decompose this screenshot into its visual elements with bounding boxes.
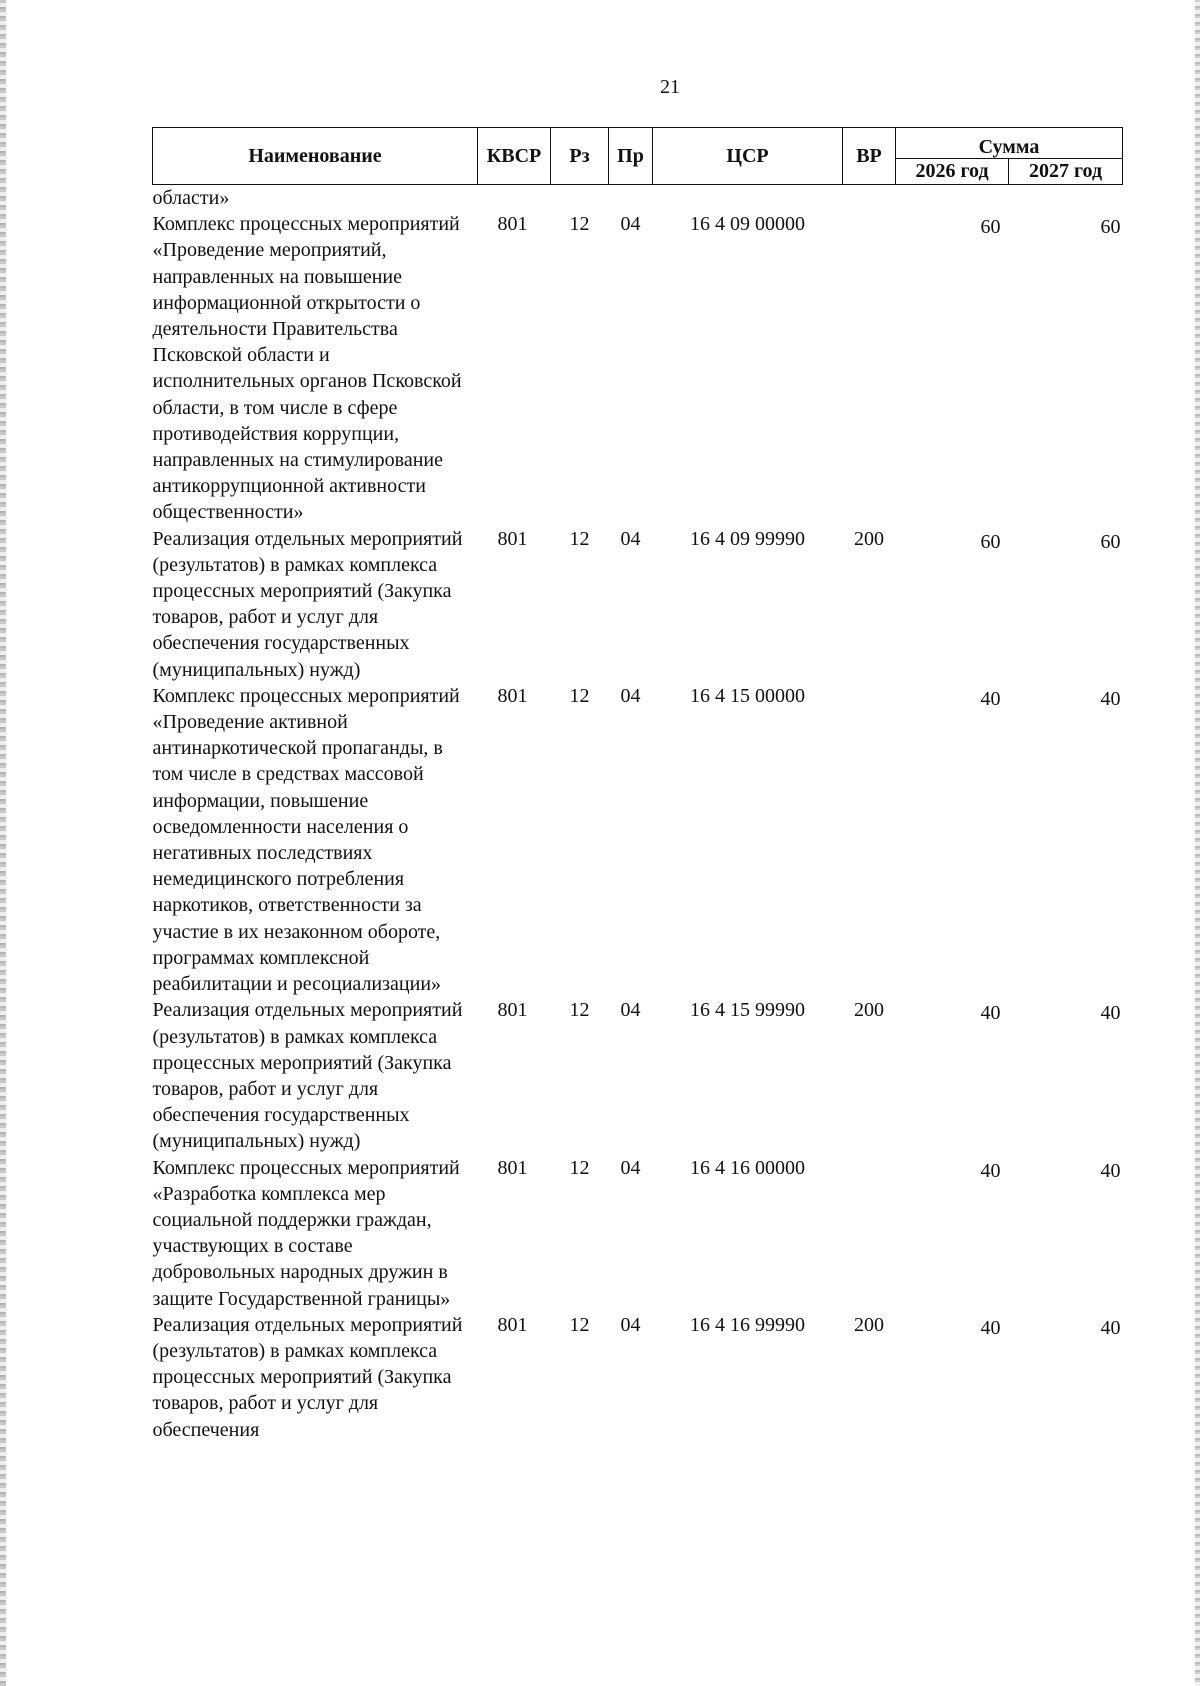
row-name: Реализация отдельных мероприятий (результатов) в рамках комплекса процессных мероприятий (Закупка товаров, работ и услуг для обеспечения государственных (муниципальных) нужд) [152, 527, 463, 681]
header-csr: ЦСР [653, 128, 843, 185]
header-kvsr: КВСР [478, 128, 551, 185]
table-row [153, 1312, 1123, 1443]
row-sum-2026: 40 [980, 687, 1001, 710]
row-vr [843, 185, 896, 212]
header-sum: Сумма [896, 128, 1123, 159]
table-row [153, 1155, 1123, 1312]
row-csr: 16 4 15 99990 [690, 999, 805, 1022]
row-rz: 12 [569, 527, 590, 550]
row-sum-2026: 40 [980, 1159, 1001, 1182]
row-vr: 200 [854, 527, 884, 550]
header-year-2027: 2027 год [1009, 159, 1123, 185]
row-rz: 12 [569, 1313, 590, 1336]
row-vr: 200 [854, 1313, 884, 1336]
header-vr: ВР [843, 128, 896, 185]
table-row [153, 211, 1123, 525]
row-kvsr: 801 [497, 213, 528, 236]
row-sum-2026: 40 [980, 1316, 1001, 1339]
row-rz: 12 [569, 213, 590, 236]
row-name: Реализация отдельных мероприятий (результатов) в рамках комплекса процессных мероприятий (Закупка товаров, работ и услуг для обеспечения государственных (муниципальных) нужд) [152, 999, 463, 1153]
row-sum-2027 [1009, 185, 1123, 212]
row-csr: 16 4 15 00000 [690, 684, 805, 707]
row-rz: 12 [569, 999, 590, 1022]
row-kvsr: 801 [497, 999, 528, 1022]
row-sum-2026: 60 [980, 216, 1001, 239]
row-sum-2027: 60 [1100, 530, 1121, 553]
scan-edge-left [0, 0, 6, 1686]
header-rz: Рз [551, 128, 609, 185]
row-sum-2026 [896, 185, 1009, 212]
row-name: Реализация отдельных мероприятий (результатов) в рамках комплекса процессных мероприятий (Закупка товаров, работ и услуг для обеспечения [152, 1313, 463, 1441]
row-kvsr [478, 185, 551, 212]
page-number: 21 [660, 76, 680, 98]
row-csr: 16 4 09 00000 [690, 213, 805, 236]
row-sum-2027: 40 [1100, 1002, 1121, 1025]
row-csr: 16 4 16 99990 [690, 1313, 805, 1336]
row-vr [843, 683, 896, 997]
row-csr: 16 4 09 99990 [690, 527, 805, 550]
row-name: области» [152, 187, 230, 209]
header-year-2026: 2026 год [896, 159, 1009, 185]
row-name: Комплекс процессных мероприятий «Проведение активной антинаркотической пропаганды, в том числе в средствах массовой информации, повышение осведомленности населения о негативных последствиях немедицинского потребления наркотиков, ответственности за участие в их незаконном обороте, программах комплексной реабилитации и ресоциализации» [152, 684, 460, 996]
budget-table [152, 127, 1123, 1443]
table-row [153, 185, 1123, 212]
row-pr: 04 [620, 527, 641, 550]
table-body [153, 185, 1123, 1443]
row-sum-2026: 40 [980, 1002, 1001, 1025]
table-header [153, 128, 1123, 185]
row-vr [843, 1155, 896, 1312]
table-row [153, 526, 1123, 683]
row-vr: 200 [854, 999, 884, 1022]
row-rz [551, 185, 609, 212]
row-csr: 16 4 16 00000 [690, 1156, 805, 1179]
row-sum-2026: 60 [980, 530, 1001, 553]
row-kvsr: 801 [497, 684, 528, 707]
row-pr: 04 [620, 1313, 641, 1336]
row-sum-2027: 60 [1100, 216, 1121, 239]
row-pr: 04 [620, 213, 641, 236]
row-pr: 04 [620, 999, 641, 1022]
header-name: Наименование [153, 128, 478, 185]
table-row [153, 683, 1123, 997]
row-pr [609, 185, 653, 212]
row-kvsr: 801 [497, 1313, 528, 1336]
row-csr [653, 185, 843, 212]
row-rz: 12 [569, 684, 590, 707]
row-kvsr: 801 [497, 1156, 528, 1179]
scan-edge-right [1195, 0, 1200, 1686]
table-row [153, 997, 1123, 1154]
row-rz: 12 [569, 1156, 590, 1179]
row-name: Комплекс процессных мероприятий «Проведение мероприятий, направленных на повышение информационной открытости о деятельности Правительства Псковской области и исполнительных органов Псковской области, в том числе в сфере противодействия коррупции, направленных на стимулирование антикоррупционной активности общественности» [152, 213, 462, 524]
row-vr [843, 211, 896, 525]
row-sum-2027: 40 [1100, 1316, 1121, 1339]
row-pr: 04 [620, 1156, 641, 1179]
row-sum-2027: 40 [1100, 687, 1121, 710]
row-name: Комплекс процессных мероприятий «Разработка комплекса мер социальной поддержки граждан, участвующих в составе добровольных народных дружин в защите Государственной границы» [152, 1156, 460, 1310]
row-sum-2027: 40 [1100, 1159, 1121, 1182]
header-pr: Пр [609, 128, 653, 185]
row-kvsr: 801 [497, 527, 528, 550]
row-pr: 04 [620, 684, 641, 707]
